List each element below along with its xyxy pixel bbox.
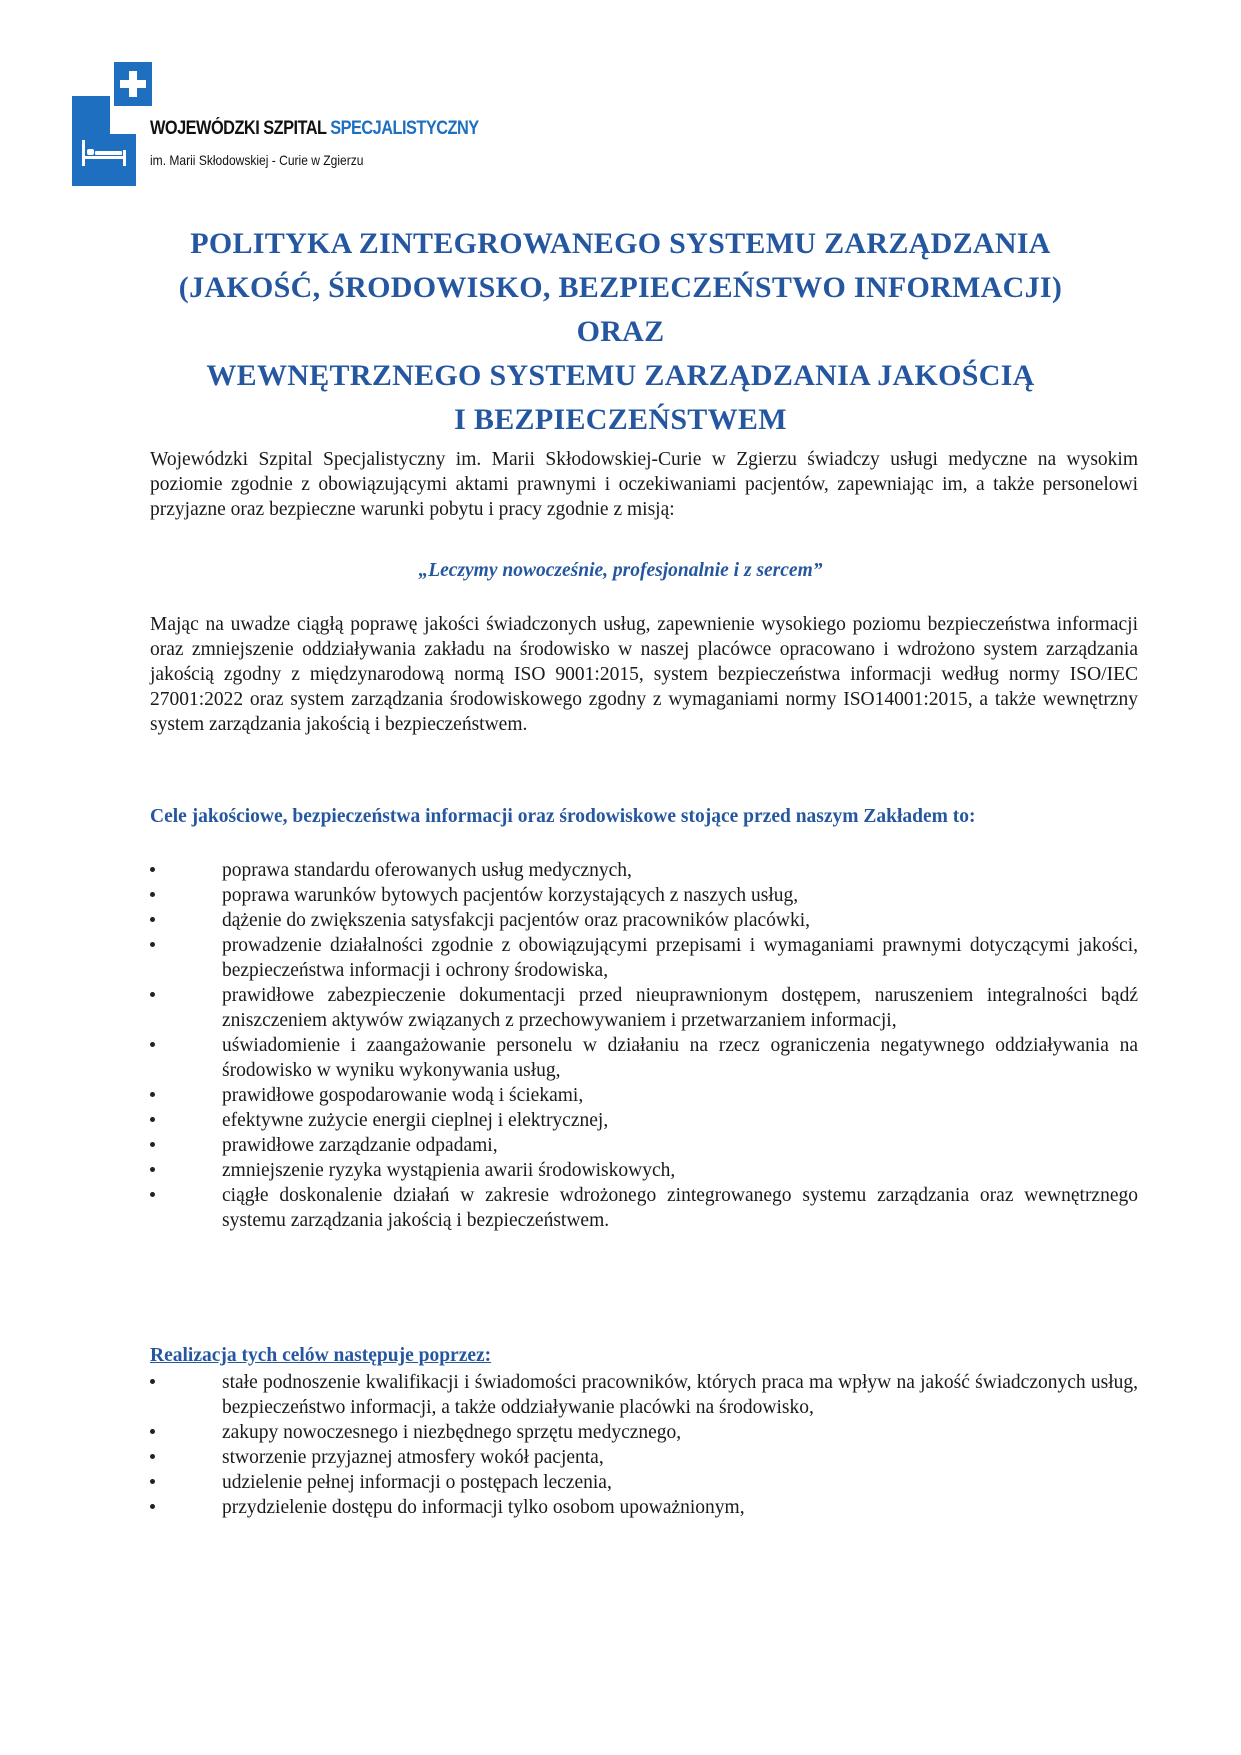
bullet-icon	[150, 1117, 155, 1122]
hospital-logo	[72, 62, 492, 192]
title-line-4: WEWNĘTRZNEGO SYSTEMU ZARZĄDZANIA JAKOŚCIĄ	[206, 359, 1035, 392]
bullet-icon	[150, 1142, 155, 1147]
bullet-icon	[150, 1429, 155, 1434]
realization-list	[150, 1370, 1138, 1520]
title-line-3: ORAZ	[576, 315, 665, 348]
goal-item-text: dążenie do zwiększenia satysfakcji pacjentów oraz pracowników placówki,	[222, 910, 811, 931]
realization-item-text: stałe podnoszenie kwalifikacji i świadomości pracowników, których praca ma wpływ na jakość świadczonych usług, bezpieczeństwo informacji, a także oddziaływanie placówki na środowisko,	[222, 1372, 1138, 1418]
bullet-icon	[150, 917, 155, 922]
realization-item-text: przydzielenie dostępu do informacji tylko osobom upoważnionym,	[222, 1497, 745, 1518]
bullet-icon	[150, 892, 155, 897]
bullet-icon	[150, 1454, 155, 1459]
realization-heading: Realizacja tych celów następuje poprzez:	[150, 1345, 492, 1366]
list-item	[150, 1370, 1138, 1420]
standards-paragraph: Mając na uwadze ciągłą poprawę jakości świadczonych usług, zapewnienie wysokiego poziomu bezpieczeństwa informacji oraz zmniejszenie oddziaływania zakładu na środowisko w naszej placówce opracowano i wdrożono system zarządzania jakością zgodny z międzynarodową normą ISO 9001:2015, system bezpieczeństwa informacji według normy ISO/IEC 27001:2022 oraz system zarządzania środowiskowego zgodny z wymaganiami normy ISO14001:2015, a także wewnętrzny system zarządzania jakością i bezpieczeństwem.	[150, 614, 1138, 735]
bullet-icon	[150, 1192, 155, 1197]
bullet-icon	[150, 1504, 155, 1509]
bullet-icon	[150, 1092, 155, 1097]
list-item	[150, 983, 1138, 1033]
goal-item-text: efektywne zużycie energii cieplnej i elektrycznej,	[222, 1110, 609, 1131]
logo-hospital-name	[150, 118, 479, 140]
medical-cross-icon-bar	[120, 80, 146, 88]
list-item	[150, 1158, 1138, 1183]
goal-item-text: zmniejszenie ryzyka wystąpienia awarii środowiskowych,	[222, 1160, 676, 1181]
list-item	[150, 1183, 1138, 1233]
goal-item-text: poprawa warunków bytowych pacjentów korzystających z naszych usług,	[222, 885, 799, 906]
list-item	[150, 908, 1138, 933]
list-item	[150, 1445, 1138, 1470]
mission-motto: „Leczymy nowocześnie, profesjonalnie i z sercem”	[418, 560, 823, 581]
goal-item-text: ciągłe doskonalenie działań w zakresie wdrożonego zintegrowanego systemu zarządzania oraz wewnętrznego systemu zarządzania jakością i bezpieczeństwem.	[222, 1185, 1138, 1231]
list-item	[150, 858, 1138, 883]
realization-item-text: stworzenie przyjaznej atmosfery wokół pacjenta,	[222, 1447, 604, 1468]
list-item	[150, 1108, 1138, 1133]
bullet-icon	[150, 867, 155, 872]
bullet-icon	[150, 942, 155, 947]
bullet-icon	[150, 1167, 155, 1172]
goal-item-text: poprawa standardu oferowanych usług medycznych,	[222, 860, 632, 881]
list-item	[150, 1133, 1138, 1158]
list-item	[150, 1033, 1138, 1083]
goal-item-text: prowadzenie działalności zgodnie z obowiązującymi przepisami i wymaganiami prawnymi dotyczącymi jakości, bezpieczeństwa informacji i ochrony środowiska,	[222, 935, 1138, 981]
list-item	[150, 933, 1138, 983]
goal-item-text: prawidłowe gospodarowanie wodą i ściekami,	[222, 1085, 584, 1106]
hospital-bed-icon	[80, 136, 128, 168]
title-line-5: I BEZPIECZEŃSTWEM	[454, 403, 787, 436]
realization-item-text: udzielenie pełnej informacji o postępach leczenia,	[222, 1472, 612, 1493]
document-title	[0, 222, 1241, 442]
realization-item-text: zakupy nowoczesnego i niezbędnego sprzętu medycznego,	[222, 1422, 682, 1443]
goals-heading: Cele jakościowe, bezpieczeństwa informacji oraz środowiskowe stojące przed naszym Zakładem to:	[150, 806, 976, 827]
list-item	[150, 883, 1138, 908]
goal-item-text: prawidłowe zabezpieczenie dokumentacji przed nieuprawnionym dostępem, naruszeniem integralności bądź zniszczeniem aktywów związanych z przechowywaniem i przetwarzaniem informacji,	[222, 985, 1138, 1031]
list-item	[150, 1470, 1138, 1495]
bullet-icon	[150, 1479, 155, 1484]
title-line-2: (JAKOŚĆ, ŚRODOWISKO, BEZPIECZEŃSTWO INFORMACJI)	[178, 271, 1063, 304]
logo-name-part2: SPECJALISTYCZNY	[330, 118, 479, 139]
goal-item-text: prawidłowe zarządzanie odpadami,	[222, 1135, 498, 1156]
logo-subtitle: im. Marii Skłodowskiej - Curie w Zgierzu	[150, 152, 364, 168]
list-item	[150, 1420, 1138, 1445]
intro-paragraph: Wojewódzki Szpital Specjalistyczny im. Marii Skłodowskiej-Curie w Zgierzu świadczy usługi medyczne na wysokim poziomie zgodnie z obowiązującymi aktami prawnymi i oczekiwaniami pacjentów, zapewniając im, a także personelowi przyjazne oraz bezpieczne warunki pobytu i pracy zgodnie z misją:	[150, 449, 1138, 520]
logo-name-part1: WOJEWÓDZKI SZPITAL	[150, 118, 331, 139]
bullet-icon	[150, 992, 155, 997]
list-item	[150, 1083, 1138, 1108]
bullet-icon	[150, 1042, 155, 1047]
goal-item-text: uświadomienie i zaangażowanie personelu w działaniu na rzecz ograniczenia negatywnego oddziaływania na środowisko w wyniku wykonywania usług,	[222, 1035, 1138, 1081]
bullet-icon	[150, 1379, 155, 1384]
list-item	[150, 1495, 1138, 1520]
title-line-1: POLITYKA ZINTEGROWANEGO SYSTEMU ZARZĄDZANIA	[190, 227, 1051, 260]
goals-list	[150, 858, 1138, 1233]
